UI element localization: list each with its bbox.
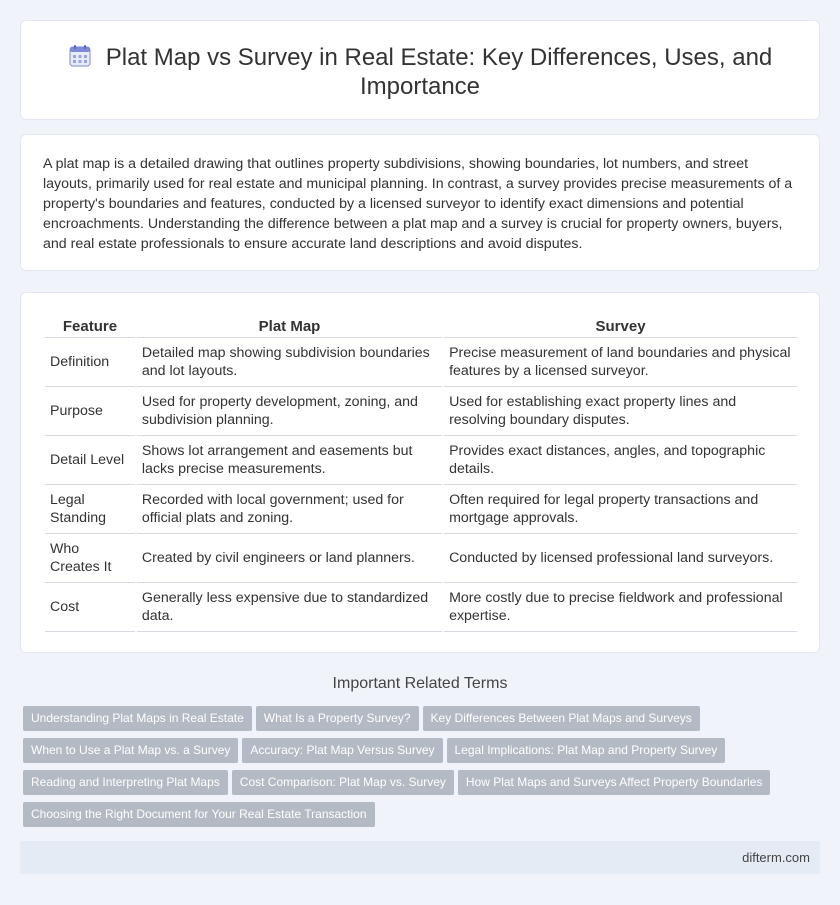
calendar-icon xyxy=(68,44,92,68)
cell-feature: Purpose xyxy=(45,387,135,436)
cell-survey: More costly due to precise fieldwork and professional expertise. xyxy=(444,583,797,632)
cell-feature: Legal Standing xyxy=(45,485,135,534)
related-term-tag[interactable]: Key Differences Between Plat Maps and Surveys xyxy=(423,706,700,731)
header-plat-map: Plat Map xyxy=(137,315,442,338)
related-term-tag[interactable]: How Plat Maps and Surveys Affect Property Boundaries xyxy=(458,770,771,795)
table-row xyxy=(45,534,797,583)
comparison-table xyxy=(43,315,799,632)
cell-plat-map: Used for property development, zoning, and subdivision planning. xyxy=(137,387,442,436)
cell-survey: Used for establishing exact property lines and resolving boundary disputes. xyxy=(444,387,797,436)
intro-paragraph: A plat map is a detailed drawing that outlines property subdivisions, showing boundaries, lot numbers, and street layouts, primarily used for real estate and municipal planning. In contrast, a survey provides precise measurements of a property's boundaries and features, conducted by a licensed surveyor to identify exact dimensions and potential encroachments. Understanding the difference between a plat map and a survey is crucial for property owners, buyers, and real estate professionals to ensure accurate land descriptions and avoid disputes. xyxy=(43,156,793,252)
page-title-text: Plat Map vs Survey in Real Estate: Key Differences, Uses, and Importance xyxy=(105,44,773,100)
cell-plat-map: Recorded with local government; used for official plats and zoning. xyxy=(137,485,442,534)
cell-feature: Detail Level xyxy=(45,436,135,485)
cell-plat-map: Shows lot arrangement and easements but lacks precise measurements. xyxy=(137,436,442,485)
cell-plat-map: Generally less expensive due to standardized data. xyxy=(137,583,442,632)
cell-survey: Provides exact distances, angles, and topographic details. xyxy=(444,436,797,485)
table-row xyxy=(45,583,797,632)
cell-survey: Conducted by licensed professional land surveyors. xyxy=(444,534,797,583)
header-card xyxy=(20,20,820,120)
table-row xyxy=(45,436,797,485)
cell-feature: Definition xyxy=(45,338,135,387)
cell-feature: Who Creates It xyxy=(45,534,135,583)
header-survey: Survey xyxy=(444,315,797,338)
related-terms-title: Important Related Terms xyxy=(332,675,508,692)
related-term-tag[interactable]: What Is a Property Survey? xyxy=(256,706,419,731)
footer xyxy=(20,841,820,874)
cell-plat-map: Created by civil engineers or land planners. xyxy=(137,534,442,583)
footer-site-link[interactable]: difterm.com xyxy=(742,850,810,865)
related-term-tag[interactable]: Accuracy: Plat Map Versus Survey xyxy=(242,738,442,763)
table-header-row xyxy=(45,315,797,338)
cell-survey: Precise measurement of land boundaries and physical features by a licensed surveyor. xyxy=(444,338,797,387)
table-row xyxy=(45,338,797,387)
related-term-tag[interactable]: When to Use a Plat Map vs. a Survey xyxy=(23,738,238,763)
related-term-tag[interactable]: Legal Implications: Plat Map and Property Survey xyxy=(447,738,726,763)
related-terms-list xyxy=(23,706,813,834)
related-term-tag[interactable]: Understanding Plat Maps in Real Estate xyxy=(23,706,252,731)
related-term-tag[interactable]: Cost Comparison: Plat Map vs. Survey xyxy=(232,770,454,795)
related-term-tag[interactable]: Reading and Interpreting Plat Maps xyxy=(23,770,228,795)
table-row xyxy=(45,485,797,534)
header-feature: Feature xyxy=(45,315,135,338)
cell-feature: Cost xyxy=(45,583,135,632)
table-row xyxy=(45,387,797,436)
comparison-card xyxy=(20,292,820,653)
intro-card xyxy=(20,134,820,271)
cell-survey: Often required for legal property transactions and mortgage approvals. xyxy=(444,485,797,534)
cell-plat-map: Detailed map showing subdivision boundaries and lot layouts. xyxy=(137,338,442,387)
page-title xyxy=(21,43,819,101)
related-term-tag[interactable]: Choosing the Right Document for Your Real Estate Transaction xyxy=(23,802,375,827)
